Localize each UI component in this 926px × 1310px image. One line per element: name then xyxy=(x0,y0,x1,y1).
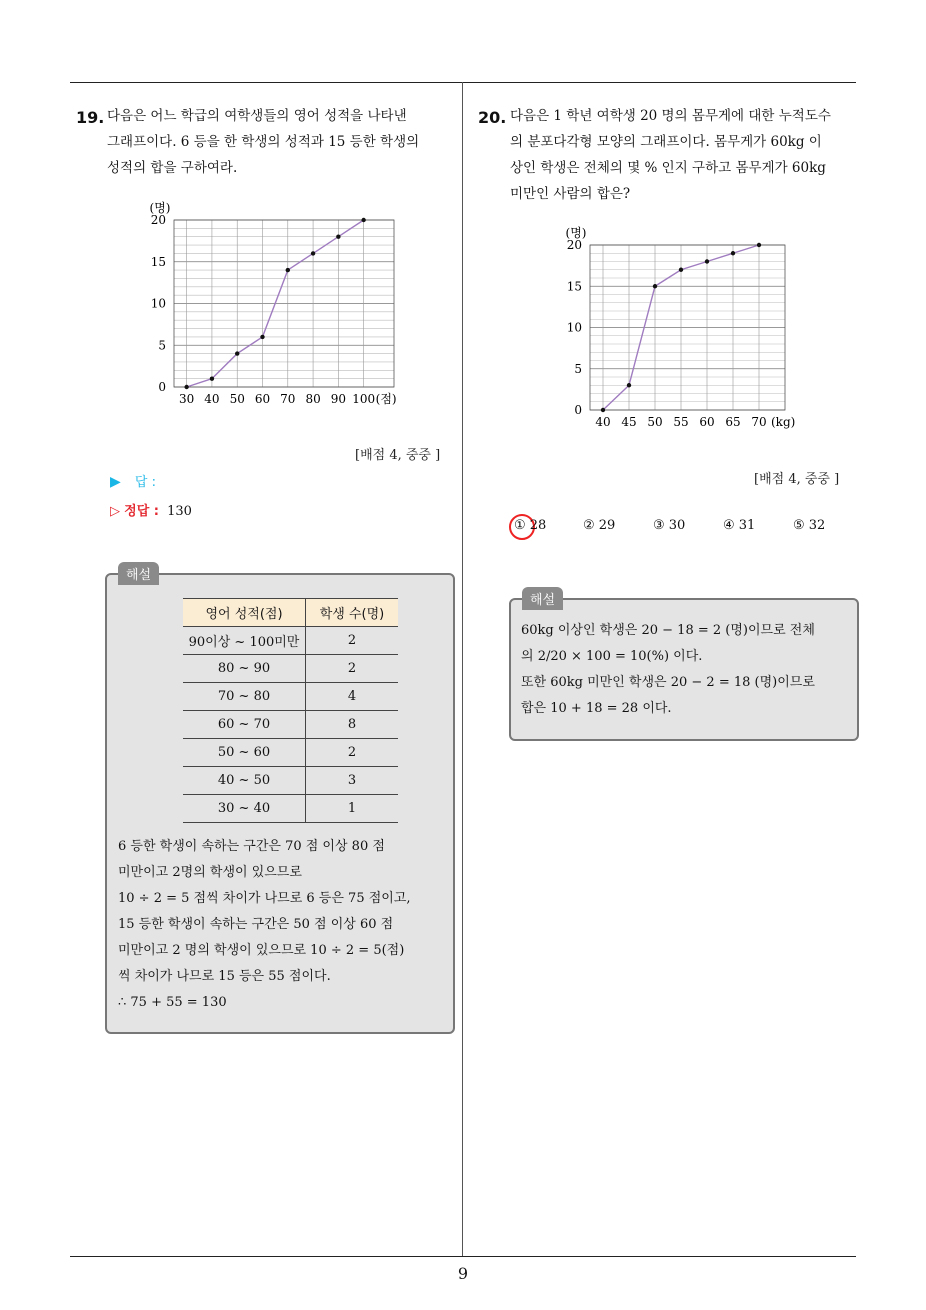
data-point xyxy=(653,284,657,288)
y-tick-label: 20 xyxy=(150,213,166,227)
q20-text xyxy=(510,103,860,207)
table-row xyxy=(183,627,398,655)
y-axis-label: (명) xyxy=(149,201,171,215)
choice-5[interactable]: ⑤ 32 xyxy=(793,518,826,533)
table-row xyxy=(183,655,398,683)
explain-line: 15 등한 학생이 속하는 구간은 50 점 이상 60 점 xyxy=(118,917,394,932)
q19-score-meta: [배점 4, 중중 ] xyxy=(355,448,441,463)
x-tick-label: 55 xyxy=(673,415,689,429)
explain-line: 미만이고 2 명의 학생이 있으므로 10 ÷ 2 = 5(점) xyxy=(118,943,405,958)
data-point xyxy=(601,408,605,412)
choice-2[interactable]: ② 29 xyxy=(583,518,616,533)
data-point xyxy=(184,385,188,389)
q20-line: 미만인 사람의 합은? xyxy=(510,186,631,202)
y-tick-label: 20 xyxy=(566,238,582,252)
data-point xyxy=(210,376,214,380)
explain-line: 미만이고 2명의 학생이 있으므로 xyxy=(118,865,302,880)
x-tick-label: 100 xyxy=(352,392,376,406)
q19-explanation-tag: 해설 xyxy=(118,562,159,585)
x-tick-label: 50 xyxy=(647,415,663,429)
range-cell: 50 ~ 60 xyxy=(183,739,306,767)
column-divider xyxy=(462,82,463,1257)
x-tick-label: 30 xyxy=(179,392,195,406)
q20-line: 다음은 1 학년 여학생 20 명의 몸무게에 대한 누적도수 xyxy=(510,108,831,124)
data-point xyxy=(731,251,735,255)
q20-score-meta: [배점 4, 중중 ] xyxy=(754,472,840,487)
choice-4[interactable]: ④ 31 xyxy=(723,518,756,533)
explain-line: 10 ÷ 2 = 5 점씩 차이가 나므로 6 등은 75 점이고, xyxy=(118,891,411,906)
y-tick-label: 15 xyxy=(566,279,582,294)
data-point xyxy=(679,268,683,272)
table-header: 학생 수(명) xyxy=(306,599,399,627)
y-tick-label: 15 xyxy=(150,254,166,269)
table-row xyxy=(183,683,398,711)
data-point xyxy=(757,243,761,247)
data-point xyxy=(286,268,290,272)
q19-correct-row xyxy=(110,500,192,519)
y-tick-label: 10 xyxy=(566,320,582,335)
data-point xyxy=(311,251,315,255)
range-cell: 90이상 ~ 100미만 xyxy=(183,627,306,655)
q19-line: 그래프이다. 6 등을 한 학생의 성적과 15 등한 학생의 xyxy=(107,134,420,150)
count-cell: 2 xyxy=(306,627,399,655)
data-point xyxy=(627,383,631,387)
table-row xyxy=(183,711,398,739)
x-tick-label: 40 xyxy=(595,415,611,429)
x-tick-label: 60 xyxy=(699,415,715,429)
range-cell: 70 ~ 80 xyxy=(183,683,306,711)
table-row xyxy=(183,767,398,795)
q19-line: 다음은 어느 학급의 여학생들의 영어 성적을 나타낸 xyxy=(107,108,407,124)
x-tick-label: 70 xyxy=(280,392,296,406)
bottom-rule xyxy=(70,1256,856,1257)
answer-label: 답 : xyxy=(134,475,156,490)
q19-text xyxy=(107,103,457,181)
x-tick-label: 80 xyxy=(305,392,321,406)
q20-number: 20. xyxy=(478,108,507,127)
table-row xyxy=(183,739,398,767)
x-tick-label: 70 xyxy=(751,415,767,429)
explain-line: 60kg 이상인 학생은 20 − 18 = 2 (명)이므로 전체 xyxy=(521,623,815,638)
count-cell: 2 xyxy=(306,739,399,767)
page-number: 9 xyxy=(457,1264,469,1283)
correct-value: 130 xyxy=(167,504,192,519)
explain-line: 씩 차이가 나므로 15 등은 55 점이다. xyxy=(118,969,331,984)
data-point xyxy=(336,235,340,239)
data-point xyxy=(235,351,239,355)
q19-explanation-text xyxy=(118,834,448,1016)
count-cell: 8 xyxy=(306,711,399,739)
explain-line: 6 등한 학생이 속하는 구간은 70 점 이상 80 점 xyxy=(118,839,385,854)
explain-line: 의 2/20 × 100 = 10(%) 이다. xyxy=(521,649,703,664)
q19-number: 19. xyxy=(76,108,105,127)
choice-1[interactable]: ① 28 xyxy=(514,518,547,533)
hollow-arrow-icon: ▷ xyxy=(110,504,120,519)
choice-3[interactable]: ③ 30 xyxy=(653,518,686,533)
q19-frequency-table xyxy=(183,598,398,823)
x-tick-label: 65 xyxy=(725,415,741,429)
y-tick-label: 0 xyxy=(574,403,582,417)
x-tick-label: 50 xyxy=(229,392,245,406)
explain-line: 합은 10 + 18 = 28 이다. xyxy=(521,701,672,716)
range-cell: 80 ~ 90 xyxy=(183,655,306,683)
table-header: 영어 성적(점) xyxy=(183,599,306,627)
count-cell: 1 xyxy=(306,795,399,823)
x-tick-label: 60 xyxy=(254,392,271,406)
data-point xyxy=(260,335,264,339)
q19-answer-row xyxy=(110,471,156,490)
x-tick-label: 45 xyxy=(621,415,637,429)
q19-line: 성적의 합을 구하여라. xyxy=(107,160,238,176)
x-tick-label: 90 xyxy=(330,392,347,406)
y-tick-label: 5 xyxy=(158,338,166,353)
count-cell: 3 xyxy=(306,767,399,795)
explain-line: 또한 60kg 미만인 학생은 20 − 2 = 18 (명)이므로 xyxy=(521,675,815,690)
q20-line: 의 분포다각형 모양의 그래프이다. 몸무게가 60kg 이 xyxy=(510,134,822,150)
x-axis-label: (kg) xyxy=(771,415,796,429)
x-axis-label: (점) xyxy=(375,392,397,406)
range-cell: 40 ~ 50 xyxy=(183,767,306,795)
play-arrow-icon: ▶ xyxy=(110,474,121,490)
count-cell: 2 xyxy=(306,655,399,683)
y-tick-label: 5 xyxy=(574,361,582,376)
q20-explanation-text xyxy=(521,618,851,722)
data-point xyxy=(705,259,709,263)
range-cell: 30 ~ 40 xyxy=(183,795,306,823)
explain-line: ∴ 75 + 55 = 130 xyxy=(118,995,227,1010)
y-tick-label: 10 xyxy=(150,296,166,311)
count-cell: 4 xyxy=(306,683,399,711)
range-cell: 60 ~ 70 xyxy=(183,711,306,739)
q20-line-chart xyxy=(560,218,810,433)
q20-line: 상인 학생은 전체의 몇 % 인지 구하고 몸무게가 60kg xyxy=(510,160,826,176)
correct-label: 정답 : xyxy=(124,504,159,519)
q20-explanation-tag: 해설 xyxy=(522,587,563,610)
q19-line-chart xyxy=(140,195,430,415)
y-tick-label: 0 xyxy=(158,380,166,394)
table-row xyxy=(183,795,398,823)
y-axis-label: (명) xyxy=(565,226,587,240)
data-point xyxy=(361,218,365,222)
x-tick-label: 40 xyxy=(204,392,220,406)
top-rule xyxy=(70,82,856,83)
